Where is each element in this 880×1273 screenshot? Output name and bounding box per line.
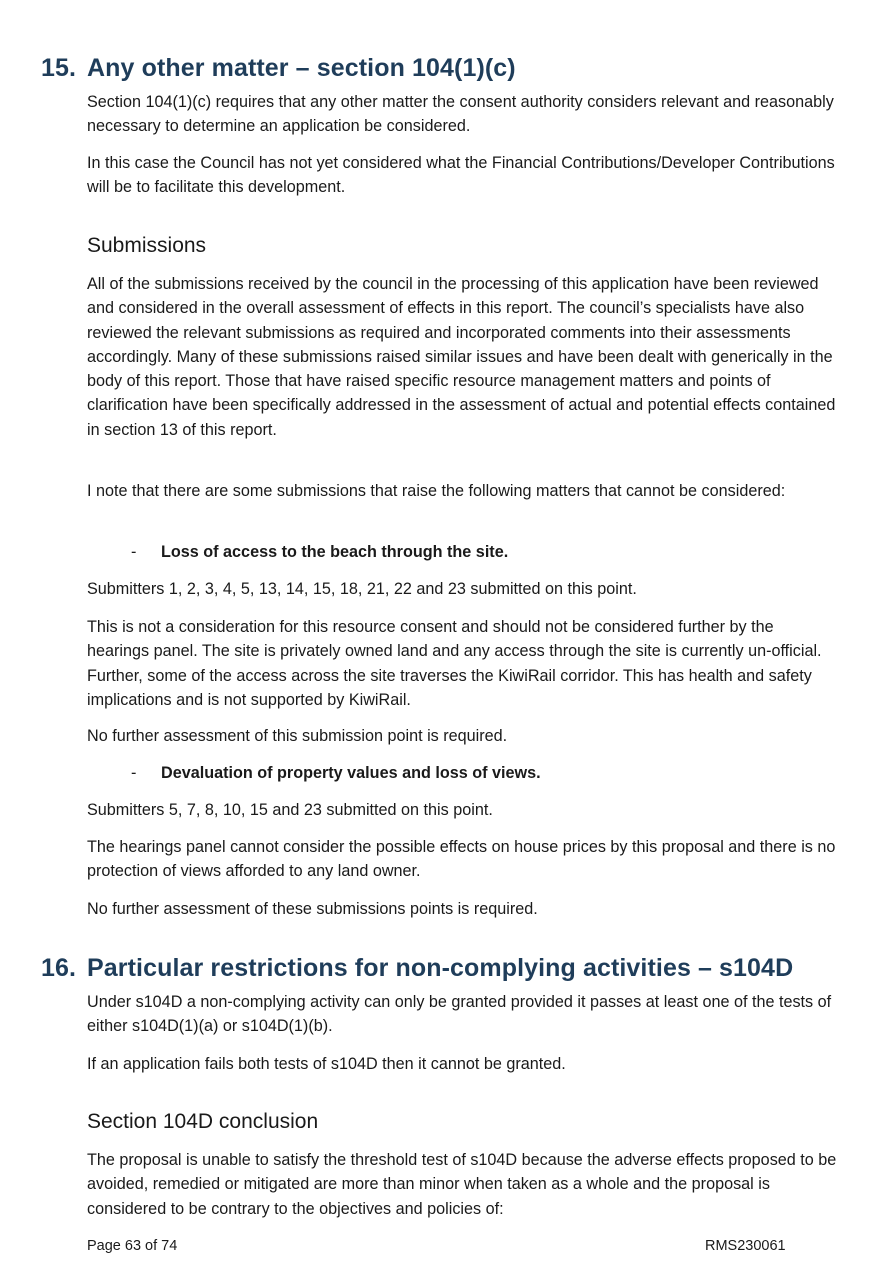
- section-16-paragraph-1: Under s104D a non-complying activity can only be granted provided it passes at least one of the tests of either s104D(1)(a) or s104D(1)(b).: [87, 993, 832, 1036]
- footer-page-number: Page 63 of 74: [87, 1238, 178, 1254]
- submissions-paragraph-6: Submitters 5, 7, 8, 10, 15 and 23 submitted on this point.: [87, 801, 493, 819]
- submissions-paragraph-4: This is not a consideration for this resource consent and should not be considered further by the hearings panel. The site is privately owned land and any access through the site is currently un-official. Further, some of the access across the site traverses the KiwiRail corridor. This has health and safety implications and is not supported by KiwiRail.: [87, 618, 822, 709]
- submissions-paragraph-5: No further assessment of this submission point is required.: [87, 727, 508, 745]
- section-16-number: 16.: [41, 954, 77, 982]
- section-15-heading: [41, 54, 516, 83]
- bullet-item-property-values: [131, 761, 541, 785]
- submissions-paragraph-8: No further assessment of these submissions points is required.: [87, 900, 538, 918]
- submissions-paragraph-1: All of the submissions received by the council in the processing of this application have been reviewed and considered in the overall assessment of effects in this report. The council’s specialists have also reviewed the relevant submissions as required and incorporated comments into their assessments accordingly. Many of these submissions raised similar issues and have been dealt with generically in the body of this report. Those that have raised specific resource management matters and points of clarification have been specifically addressed in the assessment of actual and potential effects contained in section 13 of this report.: [87, 275, 836, 439]
- section-16-heading: [41, 954, 793, 983]
- conclusion-heading: Section 104D conclusion: [87, 1110, 319, 1133]
- bullet-text: Devaluation of property values and loss of views.: [161, 764, 541, 782]
- submissions-paragraph-7: The hearings panel cannot consider the possible effects on house prices by this proposal and there is no protection of views afforded to any land owner.: [87, 838, 836, 881]
- bullet-text: Loss of access to the beach through the site.: [161, 543, 509, 561]
- section-15-paragraph-1: Section 104(1)(c) requires that any other matter the consent authority considers relevant and reasonably necessary to determine an application be considered.: [87, 93, 834, 136]
- bullet-item-beach-access: [131, 540, 508, 564]
- footer-reference: RMS230061: [705, 1238, 786, 1254]
- conclusion-paragraph-1: The proposal is unable to satisfy the threshold test of s104D because the adverse effects proposed to be avoided, remedied or mitigated are more than minor when taken as a whole and the proposal is considered to be contrary to the objectives and policies of:: [87, 1151, 837, 1218]
- bullet-dash: -: [131, 543, 137, 561]
- submissions-paragraph-3: Submitters 1, 2, 3, 4, 5, 13, 14, 15, 18, 21, 22 and 23 submitted on this point.: [87, 580, 637, 598]
- section-16-paragraph-2: If an application fails both tests of s104D then it cannot be granted.: [87, 1055, 566, 1073]
- section-15-title: Any other matter – section 104(1)(c): [87, 54, 516, 82]
- section-16-title: Particular restrictions for non-complying activities – s104D: [87, 954, 794, 982]
- submissions-paragraph-2: I note that there are some submissions that raise the following matters that cannot be considered:: [87, 482, 786, 500]
- section-15-number: 15.: [41, 54, 77, 82]
- bullet-dash: -: [131, 764, 137, 782]
- section-15-paragraph-2: In this case the Council has not yet considered what the Financial Contributions/Developer Contributions will be to facilitate this development.: [87, 154, 835, 197]
- submissions-heading: Submissions: [87, 234, 207, 257]
